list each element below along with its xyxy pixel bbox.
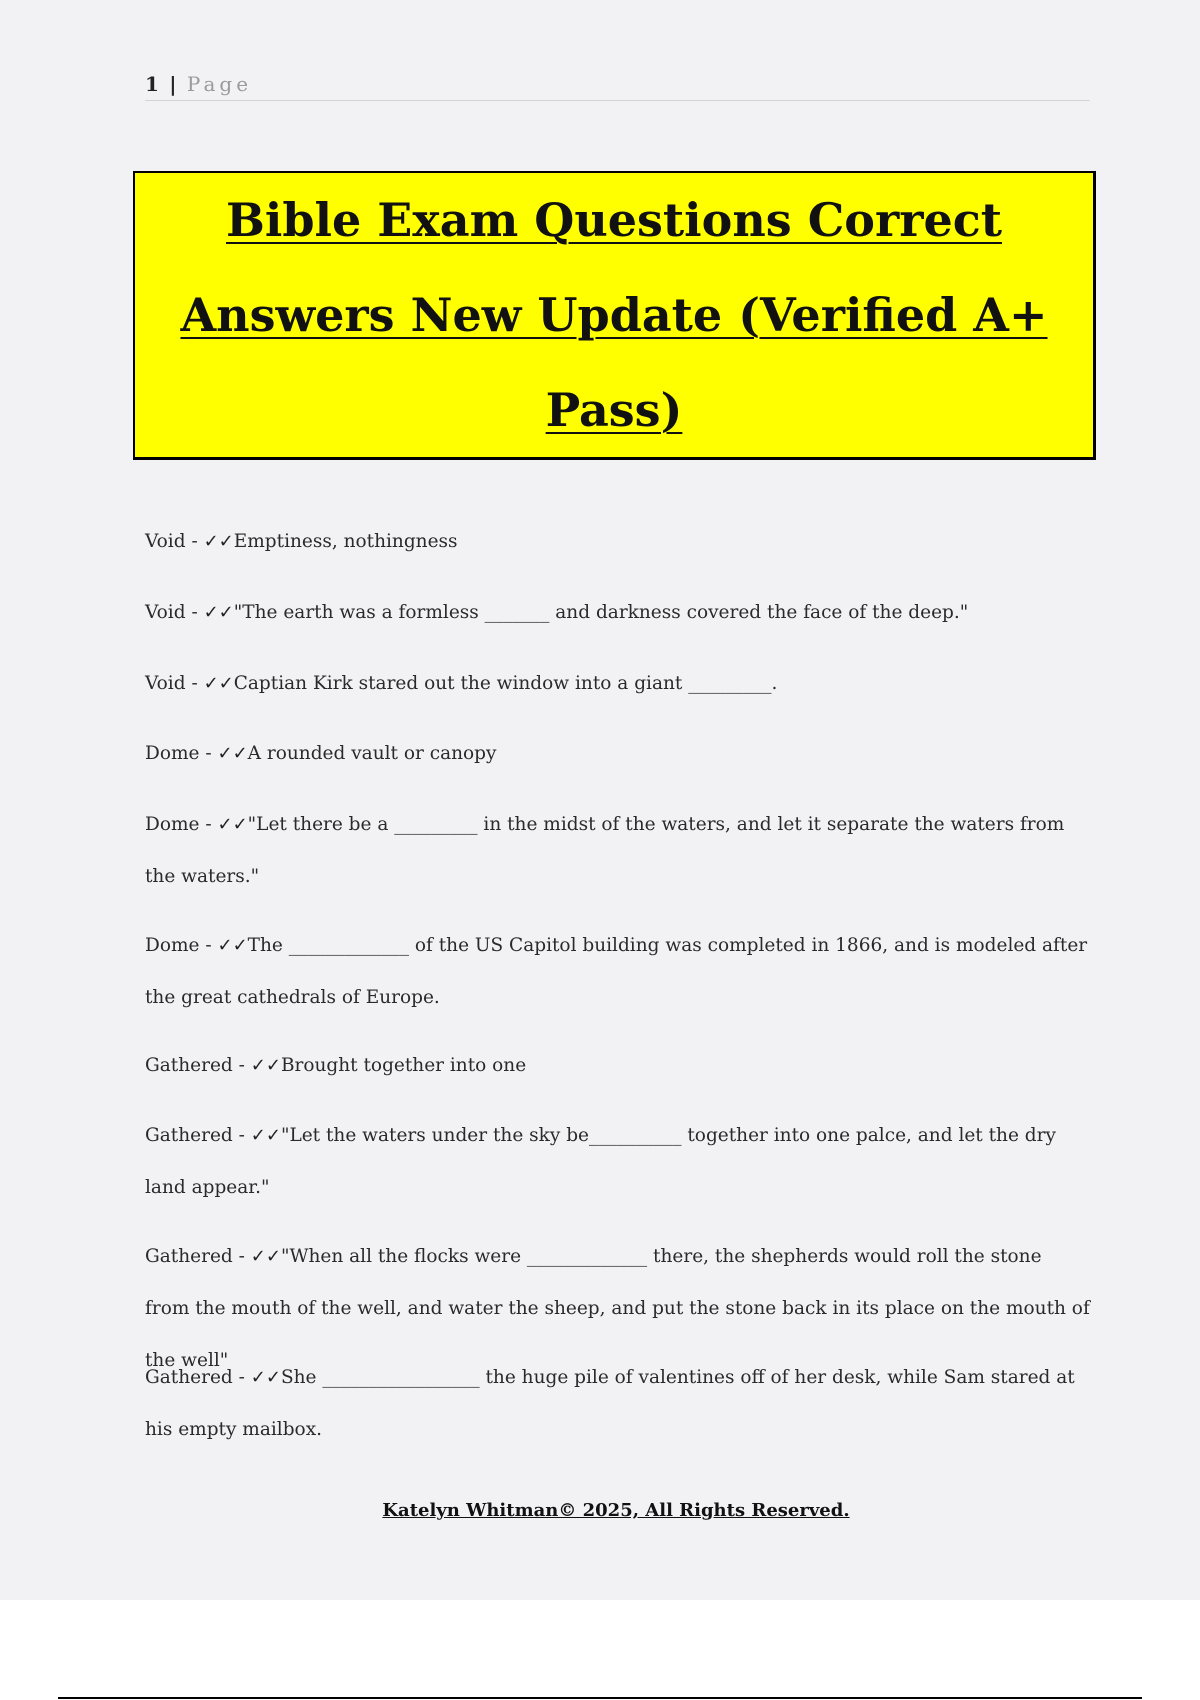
entry-definition: A rounded vault or canopy [247,743,497,764]
page-number: 1 [145,72,159,96]
title-line-2 [135,268,1093,363]
entry-definition: "When all the flocks were _____________ there, the shepherds would roll the stone from the mouth of the well, and water the sheep, and put the stone back in its place on the mouth of the well" [145,1246,1096,1371]
title-banner [133,171,1096,460]
entry-term: Void - [145,531,204,552]
list-item [145,1110,1090,1214]
check-icon: ✓✓ [250,1125,281,1146]
title-line-3 [135,363,1093,458]
title-line-1 [135,173,1093,268]
check-icon: ✓✓ [217,743,248,764]
copyright-footer [0,1500,1200,1521]
entry-term: Gathered - [145,1125,251,1146]
title-text-3: Pass) [545,383,683,437]
check-icon: ✓✓ [203,531,234,552]
check-icon: ✓✓ [203,673,234,694]
bottom-divider [58,1697,1142,1699]
entry-definition: "The earth was a formless _______ and darkness covered the face of the deep." [233,602,969,623]
list-item [145,799,1090,903]
list-item [145,658,1090,710]
check-icon: ✓✓ [250,1055,281,1076]
entry-term: Dome - [145,743,218,764]
check-icon: ✓✓ [250,1246,281,1267]
list-item [145,516,1090,568]
page-header [145,72,1090,101]
list-item [145,728,1090,780]
copyright-text: Katelyn Whitman© 2025, All Rights Reserved. [382,1500,850,1521]
check-icon: ✓✓ [217,814,248,835]
page-separator: | [169,72,177,96]
list-item [145,920,1094,1024]
entry-definition: Captian Kirk stared out the window into a giant _________. [233,673,778,694]
check-icon: ✓✓ [203,602,234,623]
entry-term: Void - [145,602,204,623]
entry-definition: "Let the waters under the sky be__________ together into one palce, and let the dry land appear." [145,1125,1062,1198]
list-item [145,1352,1090,1456]
entry-term: Dome - [145,935,218,956]
entry-definition: "Let there be a _________ in the midst of the waters, and let it separate the waters from the waters." [145,814,1071,887]
entry-definition: Brought together into one [280,1055,527,1076]
title-text-1: Bible Exam Questions Correct [226,193,1002,247]
list-item [145,587,1090,639]
page-word: Page [186,72,253,96]
title-text-2: Answers New Update (Verified A+ [180,288,1048,342]
entry-definition: She _________________ the huge pile of valentines off of her desk, while Sam stared at his empty mailbox. [145,1367,1081,1440]
entry-term: Gathered - [145,1246,251,1267]
list-item [145,1040,1090,1092]
entry-definition: The _____________ of the US Capitol building was completed in 1866, and is modeled after the great cathedrals of Europe. [145,935,1094,1008]
entry-term: Dome - [145,814,218,835]
entry-term: Gathered - [145,1055,251,1076]
entry-definition: Emptiness, nothingness [233,531,458,552]
entry-term: Gathered - [145,1367,251,1388]
entry-term: Void - [145,673,204,694]
check-icon: ✓✓ [250,1367,281,1388]
check-icon: ✓✓ [217,935,248,956]
